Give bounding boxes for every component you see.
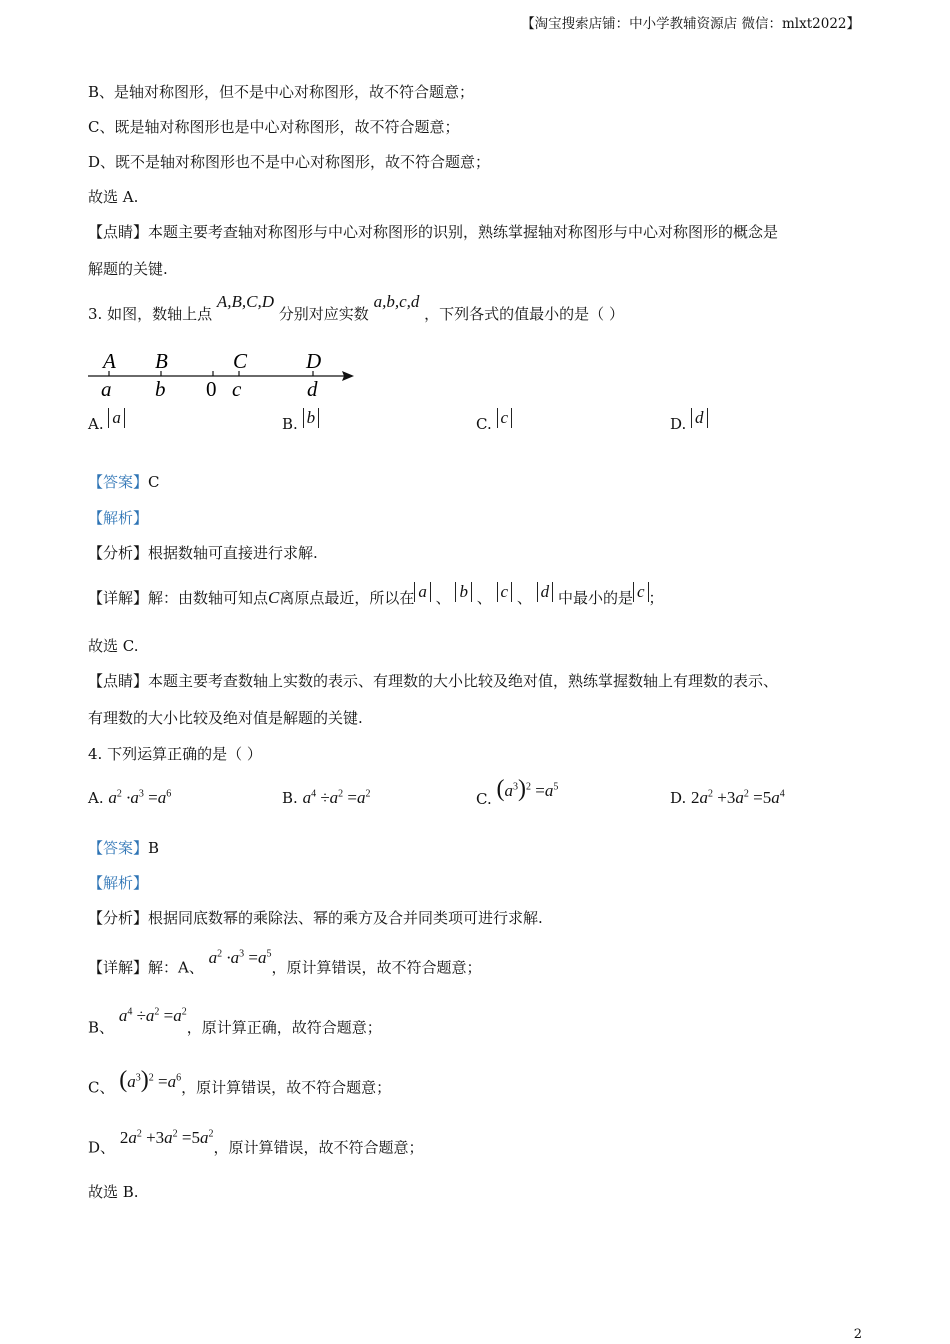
q3-detail-abs-b: b xyxy=(455,582,472,602)
q4-detail-d-expr: $2a^2 +3a^2 =5a^2$ xyxy=(119,1127,214,1147)
q3-option-d-expr: d xyxy=(691,408,708,428)
q3-options xyxy=(88,408,868,446)
q3-prefix: 3. 如图，数轴上点 xyxy=(88,305,213,323)
q4-option-b[interactable] xyxy=(282,788,371,808)
q3-answer xyxy=(88,470,160,494)
q3-detail-abs-c: c xyxy=(497,582,513,602)
q4-choose: 故选 B. xyxy=(88,1183,139,1201)
q4-option-d-label: D. xyxy=(670,789,687,807)
q3-detail-t4: ； xyxy=(648,589,664,607)
q3-points: A,B,C,D xyxy=(216,292,275,311)
q3-option-c-label: C. xyxy=(476,415,492,433)
q3-option-c-expr: c xyxy=(497,408,513,428)
q3-detail-sep1: 、 xyxy=(435,589,451,607)
q4-answer-tag: 【答案】 xyxy=(88,839,149,857)
q3-answer-value: C xyxy=(148,473,160,491)
q4-detail-a-expr: $a^2 \cdot a^3 =a^5$ xyxy=(208,947,272,967)
q3-choose: 故选 C. xyxy=(88,637,139,655)
q3-option-d-label: D. xyxy=(670,415,687,433)
q4-option-d-expr: $2a^2 +3a^2 =5a^4$ xyxy=(691,788,785,807)
q3-option-b[interactable] xyxy=(282,408,319,434)
q3-option-a[interactable] xyxy=(88,408,125,434)
q4-option-a-expr: $a^2 \cdot a^3 =a^6$ xyxy=(108,788,172,807)
q3-fenxi: 【分析】根据数轴可直接进行求解. xyxy=(88,544,318,562)
q4-detail-b-expr: $a^4 \div a^2 =a^2$ xyxy=(118,1005,187,1025)
q4-analysis-tag: 【解析】 xyxy=(88,874,149,892)
point-label-d-upper: D xyxy=(306,349,322,373)
q4-detail-c xyxy=(88,1066,392,1100)
q2-comment-line2: 解题的关键. xyxy=(88,260,168,278)
q4-option-a-label: A. xyxy=(88,789,104,807)
q4-option-a[interactable] xyxy=(88,788,171,808)
q3-suffix: ，下列各式的值最小的是（ ） xyxy=(424,305,624,323)
q3-values: a,b,c,d xyxy=(373,292,420,311)
q3-detail-point: C xyxy=(268,588,280,607)
point-label-b-upper: B xyxy=(155,349,168,373)
page-header: 【淘宝搜索店铺：中小学教辅资源店 微信：mlxt2022】 xyxy=(521,16,860,32)
q4-option-b-label: B. xyxy=(282,789,298,807)
q4-detail-d-prefix: D、 xyxy=(88,1138,116,1157)
q3-detail-sep2: 、 xyxy=(476,589,492,607)
value-label-b: b xyxy=(155,377,166,401)
q3-detail-t2: 离原点最近，所以在 xyxy=(279,589,415,607)
q4-option-b-expr: $a^4 \div a^2 =a^2$ xyxy=(302,788,371,807)
q3-option-d[interactable] xyxy=(670,408,708,434)
q3-detail-t3: 中最小的是 xyxy=(557,589,633,607)
q2-comment-line1: 【点睛】本题主要考查轴对称图形与中心对称图形的识别，熟练掌握轴对称图形与中心对称图形的概念是 xyxy=(88,223,779,241)
q3-option-b-label: B. xyxy=(282,415,298,433)
q2-option-b-analysis: B、是轴对称图形，但不是中心对称图形，故不符合题意； xyxy=(88,83,475,101)
q4-detail-d xyxy=(88,1127,424,1160)
q3-comment-line1: 【点睛】本题主要考查数轴上实数的表示、有理数的大小比较及绝对值，熟练掌握数轴上有理数的表示、 xyxy=(88,672,779,690)
number-line-figure xyxy=(86,346,361,402)
q4-answer-value: B xyxy=(148,839,160,857)
q4-detail-a-suffix: ，原计算错误，故不符合题意； xyxy=(271,958,482,977)
q3-option-c[interactable] xyxy=(476,408,512,434)
q4-detail-b xyxy=(88,1005,382,1040)
q3-comment-line2: 有理数的大小比较及绝对值是解题的关键. xyxy=(88,709,363,727)
q4-answer xyxy=(88,836,159,860)
q3-question xyxy=(88,292,624,326)
q4-fenxi: 【分析】根据同底数幂的乘除法、幂的乘方及合并同类项可进行求解. xyxy=(88,909,543,927)
value-label-d: d xyxy=(307,377,318,401)
q4-detail-b-suffix: ，原计算正确，故符合题意； xyxy=(186,1018,382,1037)
q3-detail-t1: 【详解】解：由数轴可知点 xyxy=(88,589,269,607)
value-label-a: a xyxy=(101,377,112,401)
q4-detail-b-prefix: B、 xyxy=(88,1018,115,1037)
q3-detail-abs-d: d xyxy=(537,582,554,602)
q2-option-d-analysis: D、既不是轴对称图形也不是中心对称图形，故不符合题意； xyxy=(88,153,491,171)
q4-question: 4. 下列运算正确的是（ ） xyxy=(88,745,262,763)
q4-options xyxy=(88,776,868,816)
q4-detail-d-suffix: ，原计算错误，故不符合题意； xyxy=(213,1138,424,1157)
q4-detail-c-suffix: ，原计算错误，故不符合题意； xyxy=(181,1078,392,1097)
q3-analysis-tag: 【解析】 xyxy=(88,509,149,527)
q4-option-d[interactable] xyxy=(670,788,785,808)
q3-detail-abs-a: a xyxy=(414,582,431,602)
q2-choose: 故选 A. xyxy=(88,188,139,206)
q3-option-a-label: A. xyxy=(88,415,104,433)
q3-detail-sep3: 、 xyxy=(516,589,532,607)
q4-option-c[interactable] xyxy=(476,776,559,811)
value-label-c: c xyxy=(232,377,242,401)
q4-detail-c-expr: $(a^3)^2 =a^6$ xyxy=(119,1066,182,1093)
point-label-a-upper: A xyxy=(103,349,116,373)
q2-option-c-analysis: C、既是轴对称图形也是中心对称图形，故不符合题意； xyxy=(88,118,460,136)
value-label-zero: 0 xyxy=(206,377,217,401)
q4-detail-a xyxy=(88,947,482,980)
q3-answer-tag: 【答案】 xyxy=(88,473,149,491)
page-number: 2 xyxy=(853,1327,862,1342)
q4-detail-a-prefix: 【详解】解：A、 xyxy=(88,958,204,977)
q3-option-b-expr: b xyxy=(303,408,320,428)
q3-mid: 分别对应实数 xyxy=(278,305,369,323)
point-label-c-upper: C xyxy=(233,349,248,373)
q4-detail-c-prefix: C、 xyxy=(88,1078,115,1097)
q4-option-c-expr: $(a^3)^2 =a^5$ xyxy=(496,776,559,802)
q3-option-a-expr: a xyxy=(108,408,125,428)
q3-detail-abs-ans: c xyxy=(633,582,649,602)
q3-detail xyxy=(88,582,664,610)
q4-option-c-label: C. xyxy=(476,790,492,808)
